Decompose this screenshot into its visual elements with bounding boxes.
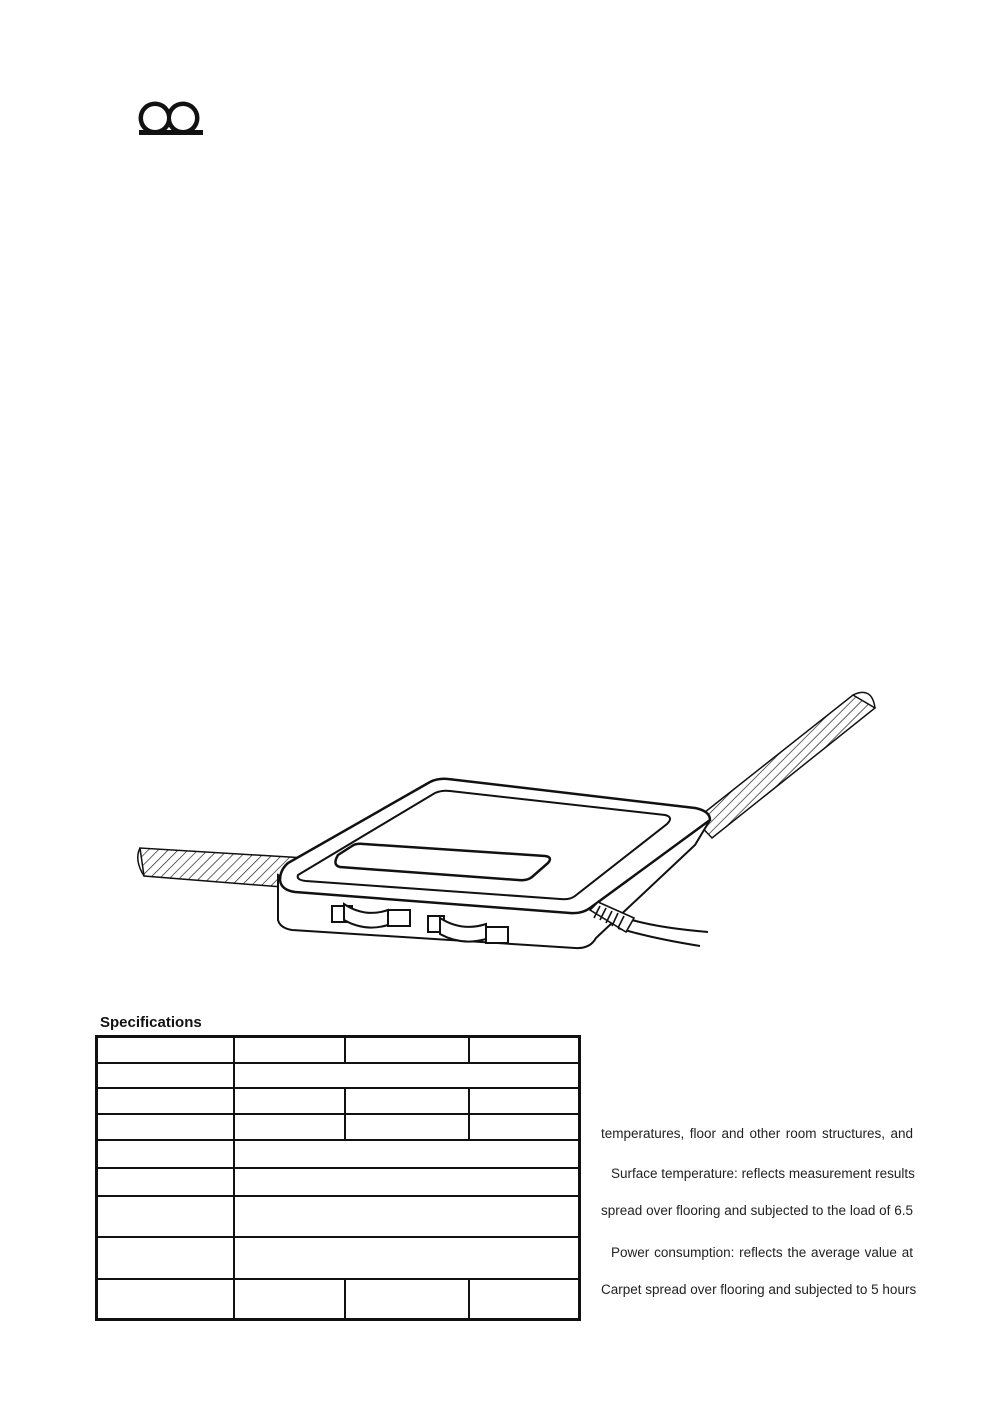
- note-line: Carpet spread over flooring and subjected to 5 hours: [601, 1282, 917, 1297]
- specifications-heading: Specifications: [100, 1014, 202, 1031]
- step-badge-icon: [137, 100, 205, 136]
- specifications-table: [95, 1035, 581, 1321]
- note-line: Power consumption: reflects the average value at: [611, 1245, 913, 1260]
- note-line: spread over flooring and subjected to the load of 6.5: [601, 1203, 913, 1218]
- controller-illustration: [120, 670, 900, 970]
- note-line: temperatures, floor and other room structures, and: [601, 1126, 913, 1141]
- controller-top: [280, 779, 710, 913]
- note-line: Surface temperature: reflects measurement results: [611, 1166, 915, 1181]
- right-cable: [695, 695, 875, 838]
